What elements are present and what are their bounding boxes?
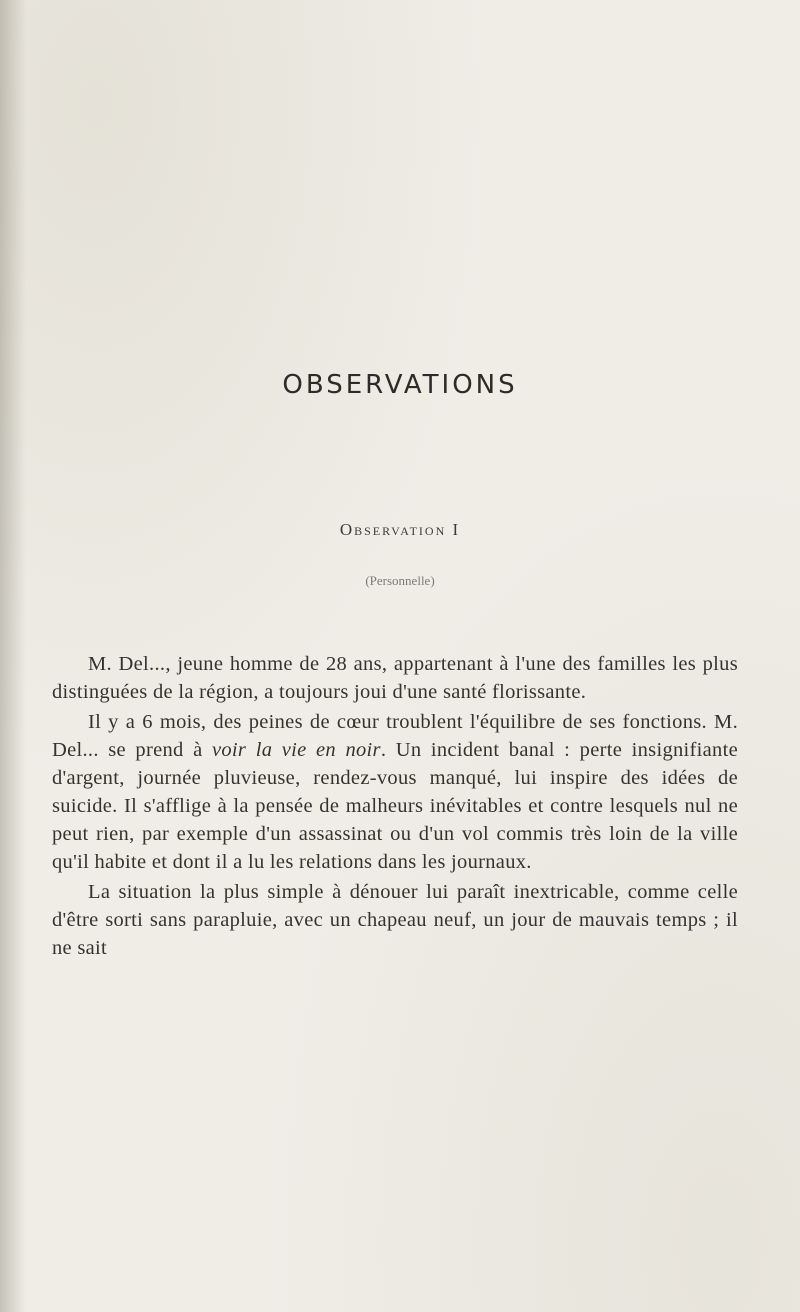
paragraph-3-text: La situation la plus simple à dénouer lui paraît inextricable, comme celle d'être sorti sans parapluie, avec un chapeau neuf, un jour de mauvais temps ; il ne sait bbox=[52, 881, 738, 959]
paragraph-2-italic: voir la vie en noir bbox=[211, 739, 381, 761]
paragraph-2-text-end: . Un incident banal : perte insignifiante d'argent, journée pluvieuse, rendez-vous manqué, lui inspire des idées de suicide. Il s'afflige à la pensée de malheurs inévitables et contre lesquels nul ne peut rien, par exemple d'un assassinat ou d'un vol commis très loin de la ville qu'il habite et dont il a lu les relations dans les journaux. bbox=[52, 739, 738, 873]
paragraph-1 bbox=[52, 650, 738, 706]
paragraph-2 bbox=[52, 708, 738, 876]
page-spine-shadow bbox=[0, 0, 26, 1312]
body-text bbox=[52, 650, 738, 964]
section-heading: OBSERVATIONS bbox=[282, 370, 518, 400]
paragraph-3 bbox=[52, 878, 738, 962]
paragraph-2-text-start: Il y a 6 mois, des peines de cœur troublent l'équilibre de ses fonctions. M. Del... se prend à bbox=[52, 711, 738, 761]
observation-title: Observation I bbox=[339, 520, 461, 539]
paragraph-1-text: M. Del..., jeune homme de 28 ans, appartenant à l'une des familles les plus distinguées de la région, a toujours joui d'une santé florissante. bbox=[52, 653, 738, 703]
observation-note: (Personnelle) bbox=[365, 573, 435, 588]
